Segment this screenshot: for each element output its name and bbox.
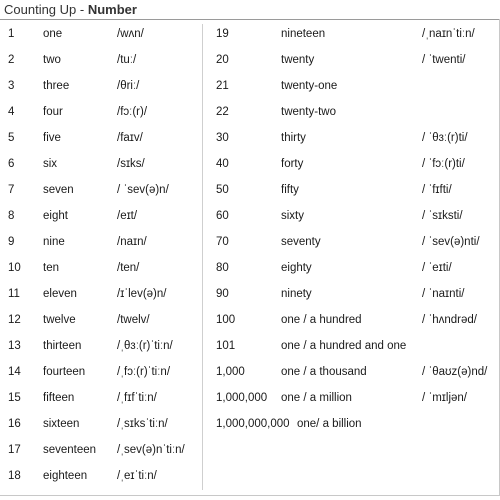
table-row (0, 50, 499, 70)
phonetic-cell: / ˈθaʊz(ə)nd/ (422, 366, 488, 378)
word-cell: five (43, 132, 61, 144)
word-cell: seventeen (43, 444, 97, 456)
word-cell: thirteen (43, 340, 82, 352)
number-cell: 40 (216, 158, 229, 170)
word-cell: twenty (281, 54, 315, 66)
phonetic-cell: /sɪks/ (117, 158, 145, 170)
word-cell: one/ a billion (297, 418, 362, 430)
number-cell: 70 (216, 236, 229, 248)
word-cell: fifteen (43, 392, 75, 404)
phonetic-cell: /faɪv/ (117, 132, 143, 144)
word-cell: nine (43, 236, 65, 248)
number-cell: 21 (216, 80, 229, 92)
word-cell: six (43, 158, 58, 170)
word-cell: one / a million (281, 392, 352, 404)
table-row (0, 466, 202, 486)
phonetic-cell: /ˌsɪksˈtiːn/ (117, 418, 168, 430)
phonetic-cell: /ˌθɜː(r)ˈtiːn/ (117, 340, 173, 352)
word-cell: eight (43, 210, 68, 222)
table-row (0, 154, 499, 174)
word-cell: fourteen (43, 366, 86, 378)
number-cell: 2 (8, 54, 15, 66)
number-cell: 15 (8, 392, 21, 404)
header-divider (0, 19, 500, 20)
phonetic-cell: / ˈsev(ə)nti/ (422, 236, 480, 248)
phonetic-cell: /ˌfɔː(r)ˈtiːn/ (117, 366, 171, 378)
number-cell: 1,000,000 (216, 392, 268, 404)
table-row (0, 180, 499, 200)
title-prefix: Counting Up - (4, 2, 88, 17)
phonetic-cell: /ˌfɪfˈtiːn/ (117, 392, 157, 404)
phonetic-cell: /wʌn/ (117, 28, 144, 40)
word-cell: seven (43, 184, 74, 196)
table-row (0, 336, 499, 356)
phonetic-cell: / ˈθɜː(r)ti/ (422, 132, 468, 144)
phonetic-cell: /ten/ (117, 262, 140, 274)
number-cell: 4 (8, 106, 15, 118)
table-row (0, 102, 499, 122)
number-cell: 14 (8, 366, 21, 378)
number-cell: 50 (216, 184, 229, 196)
table-row (0, 284, 499, 304)
table-row (0, 128, 499, 148)
number-cell: 60 (216, 210, 229, 222)
phonetic-cell: / ˈeɪti/ (422, 262, 452, 274)
number-cell: 90 (216, 288, 229, 300)
phonetic-cell: / ˈmɪljən/ (422, 392, 467, 404)
number-cell: 1 (8, 28, 15, 40)
phonetic-cell: / ˈhʌndrəd/ (422, 314, 477, 326)
word-cell: nineteen (281, 28, 326, 40)
number-cell: 30 (216, 132, 229, 144)
table-row (0, 414, 499, 434)
table-row (0, 206, 499, 226)
page-title (4, 1, 137, 19)
number-cell: 19 (216, 28, 229, 40)
number-cell: 10 (8, 262, 21, 274)
word-cell: seventy (281, 236, 321, 248)
number-cell: 100 (216, 314, 236, 326)
phonetic-cell: /twelv/ (117, 314, 150, 326)
table-row (0, 232, 499, 252)
word-cell: twenty-one (281, 80, 338, 92)
number-cell: 17 (8, 444, 21, 456)
phonetic-cell: / ˈnaɪnti/ (422, 288, 465, 300)
number-cell: 1,000 (216, 366, 245, 378)
word-cell: three (43, 80, 70, 92)
word-cell: eleven (43, 288, 77, 300)
number-cell: 11 (8, 288, 20, 300)
phonetic-cell: /θriː/ (117, 80, 140, 92)
number-cell: 1,000,000,000 (216, 418, 290, 430)
number-cell: 13 (8, 340, 21, 352)
table-row (0, 24, 499, 44)
number-cell: 101 (216, 340, 236, 352)
word-cell: one / a thousand (281, 366, 367, 378)
phonetic-cell: /ˌsev(ə)nˈtiːn/ (117, 444, 185, 456)
phonetic-cell: /ˌeɪˈtiːn/ (117, 470, 157, 482)
word-cell: twelve (43, 314, 76, 326)
word-cell: ninety (281, 288, 312, 300)
number-cell: 20 (216, 54, 229, 66)
word-cell: one / a hundred (281, 314, 362, 326)
number-cell: 80 (216, 262, 229, 274)
bottom-border (0, 495, 500, 496)
word-cell: twenty-two (281, 106, 336, 118)
phonetic-cell: /naɪn/ (117, 236, 147, 248)
word-cell: one / a hundred and one (281, 340, 407, 352)
number-cell: 18 (8, 470, 21, 482)
number-cell: 8 (8, 210, 15, 222)
word-cell: eighteen (43, 470, 88, 482)
phonetic-cell: /tuː/ (117, 54, 137, 66)
number-cell: 12 (8, 314, 21, 326)
number-cell: 6 (8, 158, 15, 170)
number-cell: 9 (8, 236, 15, 248)
word-cell: four (43, 106, 63, 118)
number-cell: 5 (8, 132, 15, 144)
word-cell: eighty (281, 262, 312, 274)
word-cell: thirty (281, 132, 306, 144)
number-cell: 22 (216, 106, 229, 118)
table-row (0, 76, 499, 96)
number-cell: 16 (8, 418, 21, 430)
word-cell: fifty (281, 184, 299, 196)
word-cell: two (43, 54, 61, 66)
phonetic-cell: / ˈsɪksti/ (422, 210, 463, 222)
number-cell: 3 (8, 80, 15, 92)
phonetic-cell: /ɪˈlev(ə)n/ (117, 288, 167, 300)
number-cell: 7 (8, 184, 15, 196)
word-cell: ten (43, 262, 59, 274)
phonetic-cell: /fɔː(r)/ (117, 106, 148, 118)
table-row (0, 258, 499, 278)
table-row (0, 362, 499, 382)
phonetic-cell: / ˈsev(ə)n/ (117, 184, 169, 196)
title-main: Number (87, 2, 137, 17)
word-cell: sixty (281, 210, 304, 222)
word-cell: one (43, 28, 63, 40)
table-row (0, 440, 202, 460)
table-row (0, 310, 499, 330)
phonetic-cell: /ˌnaɪnˈtiːn/ (422, 28, 475, 40)
table-row (0, 388, 499, 408)
phonetic-cell: / ˈtwenti/ (422, 54, 466, 66)
word-cell: sixteen (43, 418, 80, 430)
word-cell: forty (281, 158, 304, 170)
phonetic-cell: /eɪt/ (117, 210, 138, 222)
phonetic-cell: / ˈfɪfti/ (422, 184, 452, 196)
phonetic-cell: / ˈfɔː(r)ti/ (422, 158, 465, 170)
